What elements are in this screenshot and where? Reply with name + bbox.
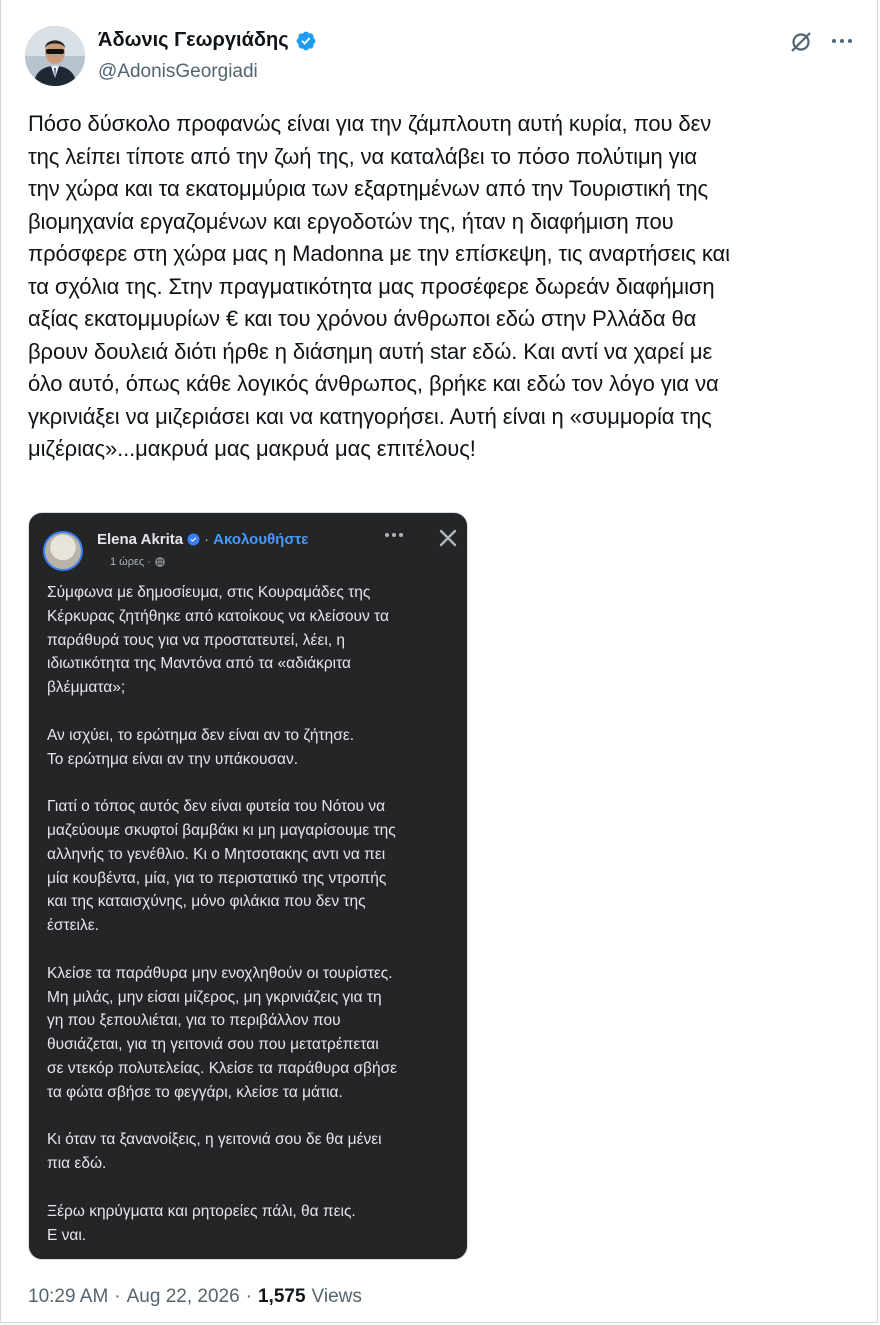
embedded-paragraph: Κι όταν τα ξανανοίξεις, η γειτονιά σου δε θα μένει πια εδώ.	[47, 1131, 382, 1173]
tweet-text: Πόσο δύσκολο προφανώς είναι για την ζάμπλουτη αυτή κυρία, που δεν της λείπει τίποτε από την ζωή της, να καταλάβει το πόσο πολύτιμη για την χώρα και τα εκατομμύρια των εξαρτημένων από την Τουριστική της βιομηχανία εργαζομένων και εργοδοτών της, ήταν η διαφήμιση που πρόσφερε στη χώρα μας η Madonna με την επίσκεψη, τις αναρτήσεις και τα σχόλια της. Στην πραγματικότητα μας προσέφερε δωρεάν διαφήμιση αξίας εκατομμυρίων € και του χρόνου άνθρωποι εδώ στην Ρλλάδα θα βρουν δουλειά διότι ήρθε η διάσημη αυτή star εδώ. Και αντί να χαρεί με όλο αυτό, όπως κάθε λογικός άνθρωπος, βρήκε και εδώ τον λόγο για να γκρινιάξει να μιζεριάσει και να κατηγορήσει. Αυτή είναι η «συμμορία της μιζέριας»...μακρυά μας μακρυά μας επιτέλους!	[28, 111, 730, 461]
embedded-screenshot[interactable]	[28, 512, 468, 1260]
author-name-row	[98, 29, 317, 52]
close-icon	[437, 527, 459, 549]
author-avatar[interactable]	[25, 26, 85, 86]
meta-separator: ·	[114, 1286, 121, 1307]
views-count[interactable]: 1,575	[257, 1286, 306, 1307]
embedded-paragraph: Ξέρω κηρύγματα και ρητορείες πάλι, θα πεις. Ε ναι.	[47, 1202, 356, 1244]
fb-more-dot	[385, 533, 389, 537]
avatar-image	[25, 26, 85, 86]
more-dot	[848, 39, 852, 43]
tweet-meta	[28, 1286, 362, 1308]
meta-separator: ·	[245, 1286, 252, 1307]
embedded-author-avatar	[43, 531, 83, 571]
embedded-author-row	[97, 531, 308, 548]
fb-more-dot	[392, 533, 396, 537]
embedded-verified-icon	[187, 533, 200, 546]
embedded-follow-link: Ακολουθήστε	[213, 531, 309, 548]
embedded-time-row	[110, 556, 165, 568]
globe-icon	[155, 557, 165, 567]
embedded-paragraph: Κλείσε τα παράθυρα μην ενοχληθούν οι τουρίστες. Μη μιλάς, μην είσαι μίζερος, μη γκρινιάζεις για τη γη που ξεπουλιέται, για το περιβάλλον που θυσιάζεται, για τη γειτονιά σου που μετατρέπεται σε ντεκόρ πολυτελείας. Κλείσε τα παράθυρα σβήσε τα φώτα σβήσε το φεγγάρι, κλείσε τα μάτια.	[47, 964, 398, 1101]
embedded-post-body	[47, 581, 459, 1260]
tweet-date[interactable]: Aug 22, 2026	[126, 1286, 240, 1307]
more-icon[interactable]	[827, 28, 857, 54]
more-horizontal-icon	[385, 533, 403, 537]
more-dot	[832, 39, 836, 43]
tweet-time[interactable]: 10:29 AM	[28, 1286, 109, 1307]
embedded-time: 1 ώρες ·	[110, 556, 151, 568]
views-label[interactable]: Views	[311, 1286, 362, 1307]
embedded-separator: ·	[204, 531, 210, 548]
fb-more-dot	[399, 533, 403, 537]
more-dot	[840, 39, 844, 43]
embedded-author-name: Elena Akrita	[97, 531, 184, 548]
embedded-paragraph: Σύμφωνα με δημοσίευμα, στις Κουραμάδες της Κέρκυρας ζητήθηκε από κατοίκους να κλείσουν τα παράθυρά τους για να προστατευτεί, λέει, η ιδιωτικότητα της Μαντόνα από τα «αδιάκριτα βλέμματα»;	[47, 584, 389, 697]
grok-icon[interactable]	[789, 30, 813, 54]
author-display-name[interactable]: Άδωνις Γεωργιάδης	[98, 29, 289, 51]
author-handle[interactable]: @AdonisGeorgiadi	[98, 61, 258, 82]
verified-badge-icon	[295, 30, 317, 52]
embedded-paragraph: Γιατί ο τόπος αυτός δεν είναι φυτεία του Νότου να μαζεύουμε σκυφτοί βαμβάκι κι μη μαγαρίσουμε της αλληνής το γενέθλιο. Κι ο Μητσοτακης αντι να πει μία κουβέντα, μία, για το περιστατικό της ντροπής και της καταισχύνης, μόνο φιλάκια που δεν της έστειλε.	[47, 798, 396, 935]
embedded-paragraph: Αν ισχύει, το ερώτημα δεν είναι αν το ζήτησε. Το ερώτημα είναι αν την υπάκουσαν.	[47, 726, 355, 768]
